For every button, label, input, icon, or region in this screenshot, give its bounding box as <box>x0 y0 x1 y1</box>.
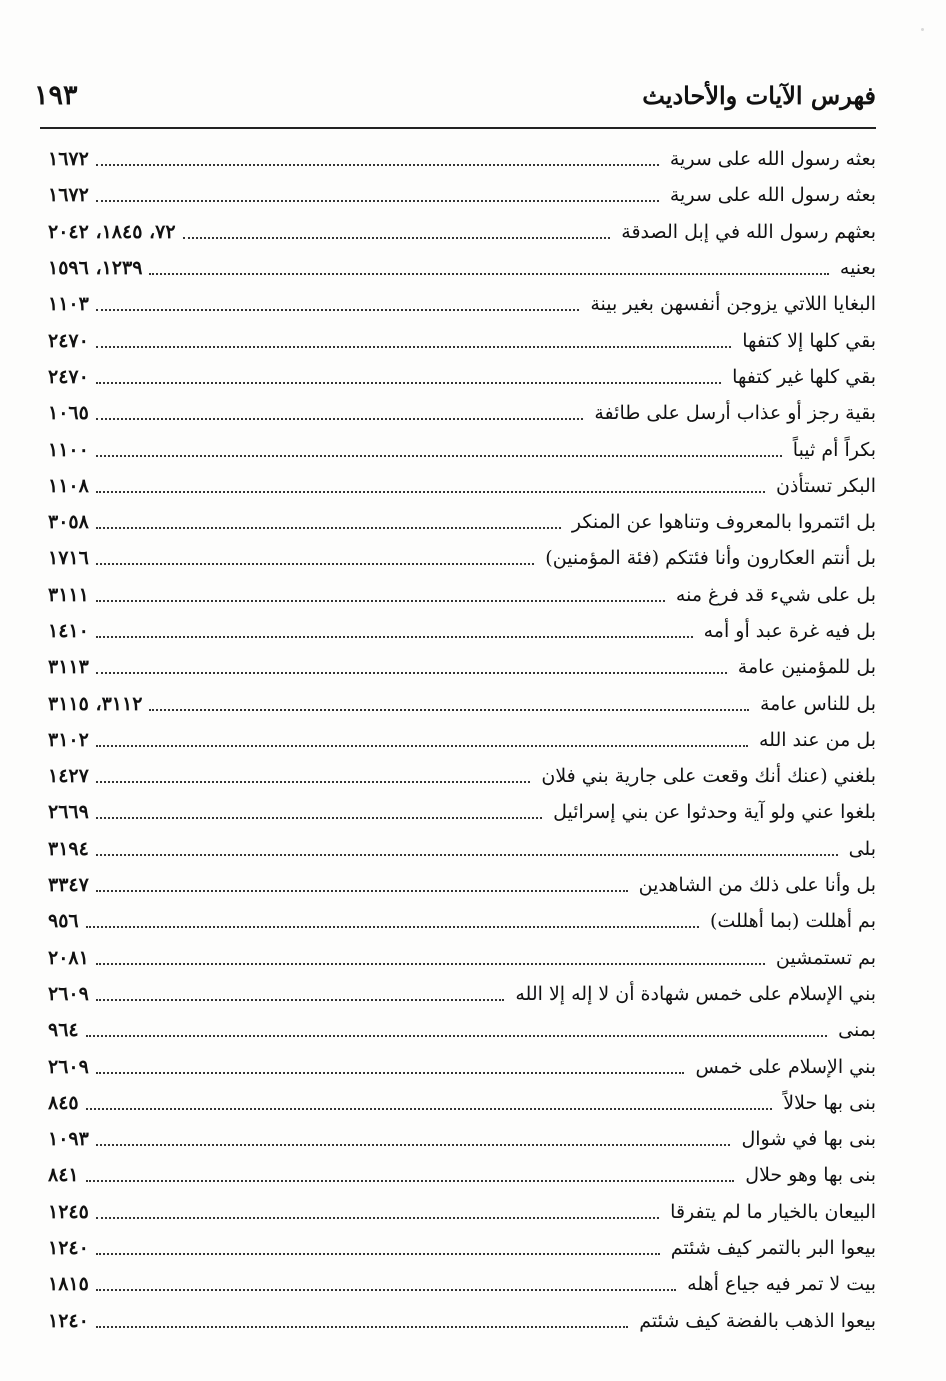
entry-text: بكراً أم ثيباً <box>792 438 876 461</box>
index-entry <box>48 322 876 358</box>
entry-reference-numbers: ١٢٤٠ <box>48 1309 89 1332</box>
entry-reference-numbers: ٣٣٤٧ <box>48 874 89 897</box>
index-entry <box>48 286 876 322</box>
entry-text: بيعوا الذهب بالفضة كيف شئتم <box>639 1309 876 1332</box>
dot-leader <box>96 600 665 602</box>
dot-leader <box>86 1108 773 1110</box>
entry-text: بم أهللت (بما أهللت) <box>709 910 876 933</box>
entry-text: بلغني (عنك أنك وقعت على جارية بني فلان <box>541 765 876 788</box>
dot-leader <box>96 963 765 965</box>
entry-text: بل للناس عامة <box>759 692 876 715</box>
dot-leader <box>96 999 505 1001</box>
dot-leader <box>86 1180 735 1182</box>
dot-leader <box>96 781 531 783</box>
entry-reference-numbers: ٨٤١ <box>48 1164 79 1187</box>
entry-text: بلغوا عني ولو آية وحدثوا عن بني إسرائيل <box>553 801 876 824</box>
dot-leader <box>96 636 693 638</box>
dot-leader <box>96 1326 628 1328</box>
entry-reference-numbers: ٣١١٢، ٣١١٥ <box>48 692 143 715</box>
entry-text: بيعوا البر بالتمر كيف شئتم <box>670 1237 876 1260</box>
page-number: ١٩٣ <box>34 80 78 111</box>
entry-reference-numbers: ٢٦٠٩ <box>48 1055 89 1078</box>
index-entry <box>48 1266 876 1302</box>
index-entry <box>48 468 876 504</box>
index-entry <box>48 867 876 903</box>
dot-leader <box>96 817 542 819</box>
index-list <box>48 141 876 1339</box>
entry-text: بقي كلها إلا كتفها <box>742 329 876 352</box>
entry-text: بنى بها حلالاً <box>783 1091 876 1114</box>
index-entry <box>48 1303 876 1339</box>
dot-leader <box>96 346 731 348</box>
dot-leader <box>96 455 782 457</box>
index-entry <box>48 613 876 649</box>
entry-reference-numbers: ١١٠٣ <box>48 293 89 316</box>
dot-leader <box>96 1253 660 1255</box>
entry-reference-numbers: ٣١٠٢ <box>48 728 89 751</box>
entry-text: بني الإسلام على خمس شهادة أن لا إله إلا الله <box>515 982 876 1005</box>
index-entry <box>48 359 876 395</box>
dot-leader <box>86 1035 828 1037</box>
entry-reference-numbers: ٣١١٣ <box>48 656 89 679</box>
dot-leader <box>149 273 828 275</box>
entry-text: بعثه رسول الله على سرية <box>669 148 876 171</box>
entry-reference-numbers: ١٦٧٢ <box>48 184 89 207</box>
entry-text: بعثه رسول الله على سرية <box>669 184 876 207</box>
entry-text: بعثهم رسول الله في إبل الصدقة <box>621 220 876 243</box>
dot-leader <box>96 563 534 565</box>
index-entry <box>48 540 876 576</box>
entry-reference-numbers: ٣١١١ <box>48 583 89 606</box>
entry-reference-numbers: ١٢٤٠ <box>48 1237 89 1260</box>
entry-text: بقية رجز أو عذاب أرسل على طائفة <box>594 402 876 425</box>
entry-text: بلى <box>848 837 876 860</box>
entry-reference-numbers: ١٤١٠ <box>48 620 89 642</box>
dot-leader <box>96 527 561 529</box>
index-entry <box>48 1230 876 1266</box>
index-entry <box>48 1194 876 1230</box>
index-entry <box>48 214 876 250</box>
page-header <box>34 78 876 120</box>
index-entry <box>48 722 876 758</box>
dot-leader <box>183 237 611 239</box>
entry-reference-numbers: ٨٤٥ <box>48 1091 79 1114</box>
dot-leader <box>96 200 659 202</box>
entry-text: بل فيه غرة عبد أو أمه <box>703 620 876 642</box>
entry-text: بل أنتم العكارون وأنا فئتكم (فئة المؤمنين) <box>545 547 876 570</box>
index-entry <box>48 903 876 939</box>
entry-text: بمنى <box>838 1019 876 1042</box>
entry-text: بنى بها وهو حلال <box>745 1164 876 1187</box>
entry-reference-numbers: ٩٦٤ <box>48 1019 79 1042</box>
entry-text: بل على شيء قد فرغ منه <box>675 583 876 606</box>
index-entry <box>48 685 876 721</box>
entry-text: بل وأنا على ذلك من الشاهدين <box>638 874 876 897</box>
entry-text: البغايا اللاتي يزوجن أنفسهن بغير بينة <box>590 293 876 316</box>
entry-reference-numbers: ٣١٩٤ <box>48 837 89 860</box>
index-entry <box>48 395 876 431</box>
entry-text: بعنيه <box>839 257 876 280</box>
dot-leader <box>96 854 838 856</box>
dot-leader <box>96 1072 685 1074</box>
entry-reference-numbers: ٢٦٠٩ <box>48 982 89 1005</box>
index-entry <box>48 577 876 613</box>
entry-reference-numbers: ٩٥٦ <box>48 910 79 933</box>
index-entry <box>48 758 876 794</box>
scan-speck <box>921 28 924 31</box>
entry-reference-numbers: ٣٠٥٨ <box>48 511 89 534</box>
entry-text: بقي كلها غير كتفها <box>732 365 876 388</box>
entry-text: البكر تستأذن <box>776 474 876 497</box>
entry-reference-numbers: ٢٦٦٩ <box>48 801 89 824</box>
index-entry <box>48 1012 876 1048</box>
dot-leader <box>96 672 727 674</box>
index-entry <box>48 1048 876 1084</box>
dot-leader <box>96 309 579 311</box>
entry-reference-numbers: ١٨١٥ <box>48 1273 89 1296</box>
entry-reference-numbers: ٢٠٨١ <box>48 946 89 969</box>
dot-leader <box>86 926 699 928</box>
running-title: فهرس الآيات والأحاديث <box>642 81 876 110</box>
dot-leader <box>96 164 659 166</box>
dot-leader <box>96 890 628 892</box>
dot-leader <box>96 1289 676 1291</box>
entry-reference-numbers: ٢٤٧٠ <box>48 329 89 352</box>
index-entry <box>48 794 876 830</box>
entry-reference-numbers: ١١٠٨ <box>48 474 89 497</box>
entry-reference-numbers: ١١٠٠ <box>48 438 89 461</box>
dot-leader <box>96 745 748 747</box>
entry-text: بيت لا تمر فيه جياع أهله <box>687 1273 876 1296</box>
index-entry <box>48 1085 876 1121</box>
index-entry <box>48 831 876 867</box>
index-entry <box>48 250 876 286</box>
dot-leader <box>96 491 765 493</box>
entry-text: بل ائتمروا بالمعروف وتناهوا عن المنكر <box>571 511 876 534</box>
index-entry <box>48 649 876 685</box>
entry-text: البيعان بالخيار ما لم يتفرقا <box>670 1200 876 1223</box>
dot-leader <box>96 418 584 420</box>
index-entry <box>48 177 876 213</box>
index-entry <box>48 1157 876 1193</box>
dot-leader <box>96 382 721 384</box>
entry-reference-numbers: ١٦٧٢ <box>48 148 89 171</box>
dot-leader <box>96 1144 731 1146</box>
dot-leader <box>96 1217 659 1219</box>
entry-reference-numbers: ١٢٤٥ <box>48 1200 89 1223</box>
entry-reference-numbers: ٢٤٧٠ <box>48 365 89 388</box>
entry-reference-numbers: ٧٢، ١٨٤٥، ٢٠٤٢ <box>48 220 176 243</box>
header-rule <box>40 127 876 129</box>
entry-text: بنى بها في شوال <box>741 1128 876 1151</box>
entry-text: بم تستمشين <box>775 946 876 969</box>
entry-text: بني الإسلام على خمس <box>695 1055 876 1078</box>
index-entry <box>48 431 876 467</box>
entry-reference-numbers: ١٠٩٣ <box>48 1128 89 1151</box>
index-entry <box>48 504 876 540</box>
index-entry <box>48 141 876 177</box>
entry-text: بل من عند الله <box>758 728 876 751</box>
entry-reference-numbers: ١٤٢٧ <box>48 765 89 788</box>
entry-reference-numbers: ١٧١٦ <box>48 547 89 570</box>
index-entry <box>48 940 876 976</box>
index-entry <box>48 1121 876 1157</box>
entry-reference-numbers: ١٠٦٥ <box>48 402 89 425</box>
index-entry <box>48 976 876 1012</box>
dot-leader <box>149 709 749 711</box>
entry-text: بل للمؤمنين عامة <box>737 656 876 679</box>
entry-reference-numbers: ١٢٣٩، ١٥٩٦ <box>48 257 143 280</box>
